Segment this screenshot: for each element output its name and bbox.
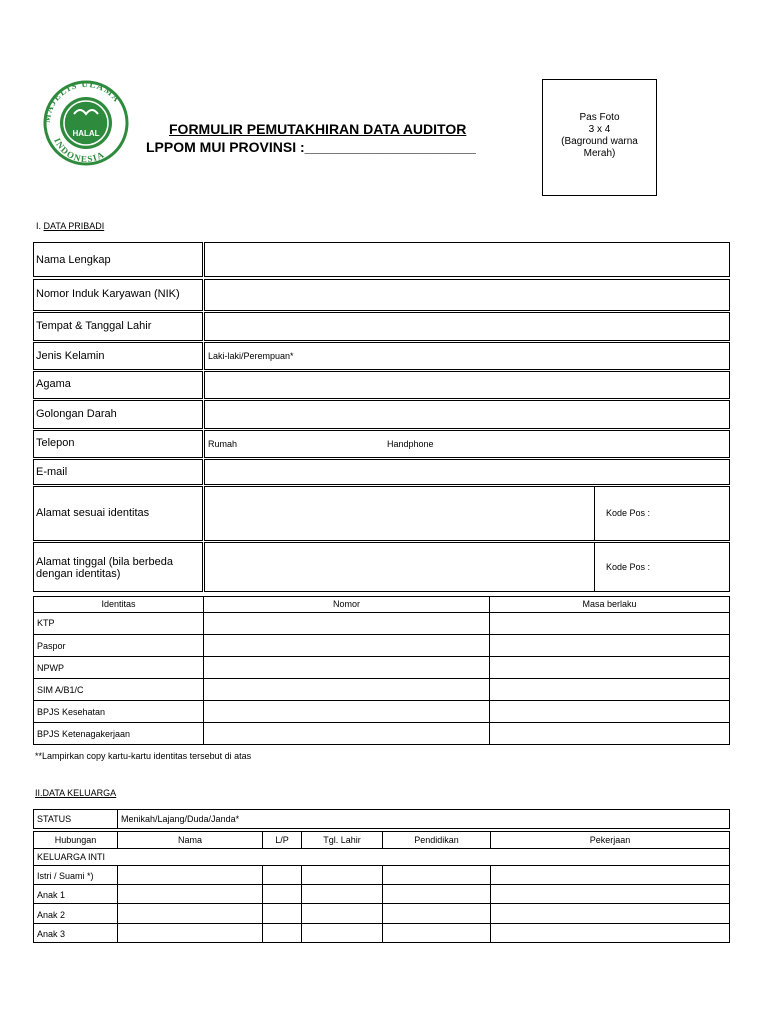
input-family-pendidikan[interactable] — [382, 884, 491, 904]
family-row-label: Istri / Suami *) — [37, 871, 94, 881]
input-family-tgl-lahir[interactable] — [301, 865, 383, 885]
input-family-lp[interactable] — [262, 884, 302, 904]
input-ktp-masa-berlaku[interactable] — [489, 612, 730, 635]
identity-paspor: Paspor — [37, 641, 66, 651]
family-header-pendidikan: Pendidikan — [414, 835, 459, 845]
input-ktp-nomor[interactable] — [203, 612, 490, 635]
table-row — [33, 612, 204, 635]
logo-text-top: MAJELIS ULAMA — [41, 80, 123, 124]
family-header-hubungan: Hubungan — [54, 835, 97, 845]
input-agama[interactable] — [204, 371, 730, 399]
family-header-tgl-lahir: Tgl. Lahir — [323, 835, 361, 845]
label-jenis-kelamin: Jenis Kelamin — [36, 350, 105, 362]
identity-npwp: NPWP — [37, 663, 64, 673]
family-header-lp: L/P — [275, 835, 289, 845]
photo-label-4: Merah) — [583, 148, 616, 159]
family-group-row — [33, 848, 730, 866]
identity-sim: SIM A/B1/C — [37, 685, 84, 695]
input-alamat-tinggal[interactable] — [204, 542, 595, 592]
label-alamat-tinggal-2: dengan identitas) — [36, 568, 121, 580]
input-family-tgl-lahir[interactable] — [301, 884, 383, 904]
family-header-nama: Nama — [177, 835, 202, 845]
input-paspor-nomor[interactable] — [203, 634, 490, 657]
input-nik[interactable] — [204, 279, 730, 311]
input-bpjs-kesehatan-masa-berlaku[interactable] — [489, 700, 730, 723]
jenis-kelamin-options: Laki-laki/Perempuan* — [208, 351, 294, 361]
form-title-line2: LPPOM MUI PROVINSI :______________________ — [146, 139, 476, 155]
input-family-lp[interactable] — [262, 923, 302, 943]
identity-bpjs-kesehatan: BPJS Kesehatan — [37, 707, 106, 717]
input-family-pekerjaan[interactable] — [490, 865, 730, 885]
input-family-nama[interactable] — [117, 865, 263, 885]
identity-ktp: KTP — [37, 618, 55, 628]
label-alamat-tinggal: Alamat tinggal (bila berbeda — [36, 556, 173, 568]
input-family-pendidikan[interactable] — [382, 923, 491, 943]
input-family-pekerjaan[interactable] — [490, 884, 730, 904]
status-options: Menikah/Lajang/Duda/Janda* — [121, 814, 240, 824]
family-header-pekerjaan: Pekerjaan — [589, 835, 631, 845]
telepon-handphone-label: Handphone — [387, 439, 434, 449]
label-nik: Nomor Induk Karyawan (NIK) — [36, 288, 180, 300]
input-paspor-masa-berlaku[interactable] — [489, 634, 730, 657]
section1-title: DATA PRIBADI — [43, 221, 105, 231]
telepon-rumah-label: Rumah — [208, 439, 238, 449]
input-family-nama[interactable] — [117, 884, 263, 904]
mui-logo — [38, 80, 134, 166]
label-telepon: Telepon — [36, 437, 75, 449]
mui-logo-emblem — [38, 80, 134, 166]
logo-badge: HALAL — [72, 129, 100, 138]
family-row-label: Anak 1 — [37, 890, 66, 900]
identity-header-masa-berlaku-text: Masa berlaku — [582, 599, 637, 609]
input-family-lp[interactable] — [262, 865, 302, 885]
label-golongan-darah: Golongan Darah — [36, 408, 117, 420]
label-agama: Agama — [36, 378, 71, 390]
family-group-label: KELUARGA INTI — [37, 852, 106, 862]
identity-header-identitas-text: Identitas — [101, 599, 136, 609]
section1-heading — [36, 221, 104, 231]
input-sim-nomor[interactable] — [203, 678, 490, 701]
label-alamat-identitas: Alamat sesuai identitas — [36, 507, 150, 519]
input-golongan-darah[interactable] — [204, 400, 730, 429]
photo-box[interactable] — [542, 79, 657, 196]
input-family-lp[interactable] — [262, 903, 302, 924]
photo-label-3: (Baground warna — [561, 136, 638, 147]
input-family-pendidikan[interactable] — [382, 865, 491, 885]
family-row-label: Anak 2 — [37, 910, 66, 920]
photo-label-1: Pas Foto — [579, 112, 620, 123]
identity-bpjs-ketenagakerjaan: BPJS Ketenagakerjaan — [37, 729, 131, 739]
input-family-nama[interactable] — [117, 923, 263, 943]
kode-pos-label: Kode Pos : — [606, 562, 651, 572]
photo-label-2: 3 x 4 — [588, 124, 611, 135]
input-npwp-nomor[interactable] — [203, 656, 490, 679]
form-title-line1: FORMULIR PEMUTAKHIRAN DATA AUDITOR — [169, 121, 467, 137]
input-telepon[interactable] — [204, 430, 730, 458]
input-npwp-masa-berlaku[interactable] — [489, 656, 730, 679]
kode-pos-label: Kode Pos : — [606, 508, 651, 518]
input-family-pekerjaan[interactable] — [490, 903, 730, 924]
logo-text-bottom: INDONESIA — [52, 136, 107, 165]
input-bpjs-ketenagakerjaan-masa-berlaku[interactable] — [489, 722, 730, 745]
input-nama-lengkap[interactable] — [204, 242, 730, 277]
input-bpjs-kesehatan-nomor[interactable] — [203, 700, 490, 723]
input-alamat-identitas[interactable] — [204, 486, 595, 541]
identity-header-nomor-text: Nomor — [332, 599, 360, 609]
input-tempat-tanggal-lahir[interactable] — [204, 312, 730, 341]
label-nama-lengkap: Nama Lengkap — [36, 254, 111, 266]
status-label: STATUS — [37, 814, 72, 824]
label-tempat-tanggal-lahir: Tempat & Tanggal Lahir — [36, 320, 152, 332]
family-row-label: Anak 3 — [37, 929, 66, 939]
label-email: E-mail — [36, 466, 68, 478]
input-family-pekerjaan[interactable] — [490, 923, 730, 943]
input-family-pendidikan[interactable] — [382, 903, 491, 924]
input-family-tgl-lahir[interactable] — [301, 923, 383, 943]
input-bpjs-ketenagakerjaan-nomor[interactable] — [203, 722, 490, 745]
identity-note: **Lampirkan copy kartu-kartu identitas tersebut di atas — [35, 751, 252, 761]
input-family-tgl-lahir[interactable] — [301, 903, 383, 924]
section1-number: I. — [36, 221, 42, 231]
section2-heading: II.DATA KELUARGA — [35, 788, 117, 798]
input-sim-masa-berlaku[interactable] — [489, 678, 730, 701]
input-email[interactable] — [204, 459, 730, 485]
input-family-nama[interactable] — [117, 903, 263, 924]
